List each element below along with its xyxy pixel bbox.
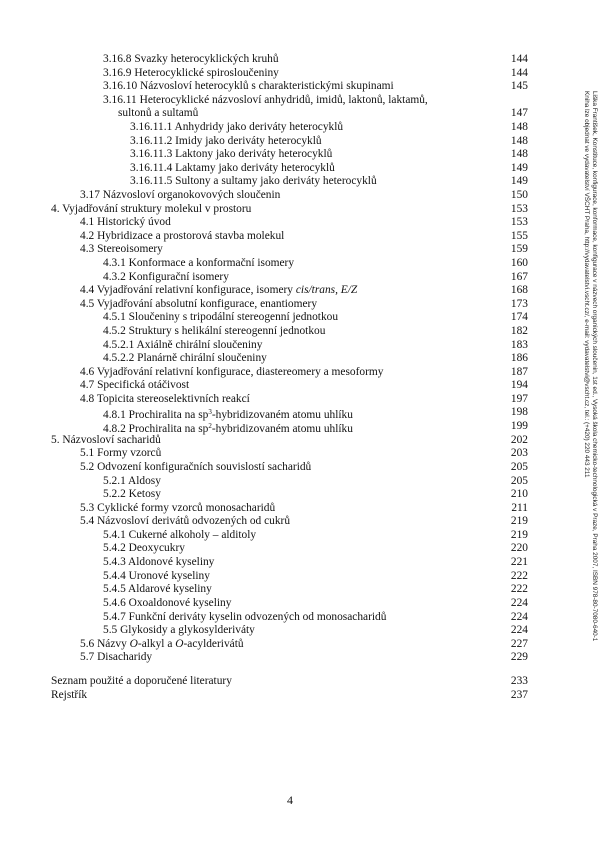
toc-entry — [0, 79, 600, 93]
toc-entry — [0, 674, 600, 688]
toc-entry-page: 167 — [510, 271, 528, 283]
toc-entry — [0, 324, 600, 338]
toc-entry — [0, 474, 600, 488]
toc-entry-title: 4.3.1 Konformace a konformační isomery — [103, 257, 295, 269]
toc-entry-title: 5.7 Disacharidy — [80, 651, 153, 663]
toc-entry-title: 4.6 Vyjadřování relativní konfigurace, diastereomery a mesoformy — [80, 366, 384, 378]
toc-entry-page: 202 — [510, 434, 528, 446]
toc-entry — [0, 419, 600, 433]
toc-entry — [0, 541, 600, 555]
toc-entry-title: 5.4.3 Aldonové kyseliny — [103, 556, 215, 568]
toc-entry-title: 4.3 Stereoisomery — [80, 243, 163, 255]
toc-entry — [0, 378, 600, 392]
toc-entry-title: 3.16.11.3 Laktony jako deriváty heterocyklů — [130, 148, 333, 160]
toc-entry-title: 4.2 Hybridizace a prostorová stavba molekul — [80, 230, 285, 242]
toc-entry — [0, 161, 600, 175]
toc-entry-page: 186 — [510, 352, 528, 364]
toc-entry — [0, 688, 600, 702]
toc-entry-page: 205 — [510, 475, 528, 487]
side-note — [582, 91, 598, 641]
toc-entry — [0, 514, 600, 528]
toc-entry — [0, 460, 600, 474]
toc-entry — [0, 650, 600, 664]
toc-entry-page: 148 — [510, 148, 528, 160]
toc-entry-page: 145 — [510, 80, 528, 92]
toc-entry-title: 4.5 Vyjadřování absolutní konfigurace, enantiomery — [80, 298, 318, 310]
toc-entry — [0, 52, 600, 66]
toc-entry-title: 4. Vyjadřování struktury molekul v prostoru — [51, 203, 252, 215]
toc-entry — [0, 392, 600, 406]
toc-entry-page: 148 — [510, 135, 528, 147]
toc-entry — [0, 405, 600, 419]
toc-entry-title: sultonů a sultamů — [118, 107, 199, 119]
toc-entry-title: 4.8 Topicita stereoselektivních reakcí — [80, 393, 250, 405]
toc-entry-title: 5.4.1 Cukerné alkoholy – alditoly — [103, 529, 257, 541]
toc-entry — [0, 283, 600, 297]
toc-entry-title: 3.16.11.2 Imidy jako deriváty heterocyklů — [130, 135, 322, 147]
toc-entry-title: 5. Názvosloví sacharidů — [51, 434, 161, 446]
toc-entry-title: 3.16.10 Názvosloví heterocyklů s charakteristickými skupinami — [103, 80, 394, 92]
toc-entry-page: 237 — [510, 689, 528, 701]
toc-entry-page: 194 — [510, 379, 528, 391]
toc-entry-page: 220 — [510, 542, 528, 554]
toc-entry-page: 182 — [510, 325, 528, 337]
toc-entry-page: 187 — [510, 366, 528, 378]
toc-entry-page: 174 — [510, 311, 528, 323]
toc-entry — [0, 215, 600, 229]
toc-entry-page: 210 — [510, 488, 528, 500]
toc-entry-page: 224 — [510, 624, 528, 636]
toc-entry-title: 5.4.7 Funkční deriváty kyselin odvozených od monosacharidů — [103, 611, 387, 623]
toc-entry-page: 153 — [510, 216, 528, 228]
toc-entry-page: 168 — [510, 284, 528, 296]
toc-entry — [0, 637, 600, 651]
side-note-line-1: Liška František, Konstituce, konfigurace, konformace, konfigurace v názvech organických sloučenin, 1st ed., Vysoká škola chemicko-technologická v Praze, Praha 2007, ISBN 978-80-7080-640-1 — [591, 91, 598, 642]
toc-entry-title: 4.3.2 Konfigurační isomery — [103, 271, 229, 283]
toc-entry-title: 4.8.2 Prochiralita na $sp^2$-hybridizovaném atomu uhlíku — [103, 422, 353, 435]
toc-entry — [0, 297, 600, 311]
toc-entry-page: 155 — [510, 230, 528, 242]
toc-entry-page: 227 — [510, 638, 528, 650]
toc-entry-page: 219 — [510, 529, 528, 541]
toc-entry-page: 219 — [510, 515, 528, 527]
toc-entry — [0, 256, 600, 270]
toc-entry — [0, 270, 600, 284]
toc-entry-page: 148 — [510, 121, 528, 133]
toc-entry-title: 5.4.2 Deoxycukry — [103, 542, 185, 554]
toc-entry-page: 233 — [510, 675, 528, 687]
toc-entry-page: 173 — [510, 298, 528, 310]
toc-entry-page: 199 — [510, 420, 528, 432]
toc-entry — [0, 174, 600, 188]
toc-entry-title: 4.7 Specifická otáčivost — [80, 379, 190, 391]
toc-entry-page: 144 — [510, 67, 528, 79]
toc-entry-title: Rejstřík — [51, 689, 88, 701]
toc-entry — [0, 596, 600, 610]
toc-entry-title: 3.16.9 Heterocyklické spirosloučeniny — [103, 67, 279, 79]
toc-entry — [0, 242, 600, 256]
toc-entry — [0, 120, 600, 134]
toc-entry-title: 4.5.2.2 Planárně chirální sloučeniny — [103, 352, 267, 364]
side-note-line-2: Kniha lze objednat ve vydavatelství VŠCHT Praha, http://vydavatelstvi.vscht.cz/, e-mail: vydavatelstvi@vscht.cz, tel.: (+420) 220 443 211 — [583, 91, 590, 478]
toc-entry-title: 3.16.11 Heterocyklické názvosloví anhydridů, imidů, laktonů, laktamů, — [103, 94, 428, 106]
toc-entry-title: 4.8.1 Prochiralita na $sp^3$-hybridizovaném atomu uhlíku — [103, 408, 353, 421]
toc-entry-title: 5.2.1 Aldosy — [103, 475, 161, 487]
toc-entry-title: 3.16.8 Svazky heterocyklických kruhů — [103, 53, 279, 65]
toc-entry — [0, 623, 600, 637]
toc-entry — [0, 338, 600, 352]
toc-entry — [0, 93, 600, 107]
toc-entry — [0, 351, 600, 365]
toc-entry — [0, 582, 600, 596]
toc-entry-page: 205 — [510, 461, 528, 473]
toc-entry-page: 222 — [510, 583, 528, 595]
toc-entry-title: 4.5.2.1 Axiálně chirální sloučeniny — [103, 339, 263, 351]
toc-entry — [0, 365, 600, 379]
toc-entry-page: 153 — [510, 203, 528, 215]
toc-entry-title: 4.4 Vyjadřování relativní konfigurace, isomery cis/trans, E/Z — [80, 284, 358, 296]
toc-entry-title: 5.1 Formy vzorců — [80, 447, 162, 459]
toc-entry-title: 5.6 Názvy O-alkyl a O-acylderivátů — [80, 638, 244, 650]
toc-entry — [0, 528, 600, 542]
toc-entry-title: 5.4.6 Oxoaldonové kyseliny — [103, 597, 232, 609]
toc-entry-title: 4.5.1 Sloučeniny s tripodální stereogenní jednotkou — [103, 311, 339, 323]
toc-entry — [0, 106, 600, 120]
toc-entry — [0, 66, 600, 80]
toc-entry — [0, 487, 600, 501]
toc-entry — [0, 147, 600, 161]
toc-entry-title: 4.5.2 Struktury s helikální stereogenní jednotkou — [103, 325, 326, 337]
toc-entry-title: 5.4.4 Uronové kyseliny — [103, 570, 210, 582]
toc-entry-title: 5.5 Glykosidy a glykosylderiváty — [103, 624, 255, 636]
toc-entry-page: 211 — [511, 502, 528, 514]
toc-entry — [0, 229, 600, 243]
toc-entry-page: 150 — [510, 189, 528, 201]
toc-entry-title: 5.4.5 Aldarové kyseliny — [103, 583, 212, 595]
toc-entry-page: 224 — [510, 597, 528, 609]
toc-entry — [0, 555, 600, 569]
toc-entry-page: 147 — [510, 107, 528, 119]
toc-entry — [0, 310, 600, 324]
toc-entry-page: 222 — [510, 570, 528, 582]
toc-entry-page: 221 — [510, 556, 528, 568]
toc-entry-title: 3.16.11.4 Laktamy jako deriváty heterocyklů — [130, 162, 335, 174]
toc-entry — [0, 569, 600, 583]
toc-entry-page: 160 — [510, 257, 528, 269]
toc-entry-page: 229 — [510, 651, 528, 663]
toc-entry-title: 3.16.11.5 Sultony a sultamy jako deriváty heterocyklů — [130, 175, 377, 187]
toc-entry — [0, 610, 600, 624]
toc-entry-title: 5.2.2 Ketosy — [103, 488, 161, 500]
toc-entry-page: 197 — [510, 393, 528, 405]
toc-entry — [0, 433, 600, 447]
page-number: 4 — [287, 793, 293, 807]
toc-entry — [0, 134, 600, 148]
toc-entry-page: 224 — [510, 611, 528, 623]
toc-entry-page: 149 — [510, 162, 528, 174]
toc-entry — [0, 501, 600, 515]
toc-entry-page: 183 — [510, 339, 528, 351]
toc-entry — [0, 188, 600, 202]
toc-entry — [0, 446, 600, 460]
toc-entry-title: 3.16.11.1 Anhydridy jako deriváty heterocyklů — [130, 121, 344, 133]
toc-entry-page: 159 — [510, 243, 528, 255]
toc-entry-page: 198 — [510, 406, 528, 418]
toc-entry-page: 203 — [510, 447, 528, 459]
toc-entry-title: 5.2 Odvození konfiguračních souvislostí sacharidů — [80, 461, 312, 473]
toc-entry — [0, 202, 600, 216]
toc-entry-title: 3.17 Názvosloví organokovových sloučenin — [80, 189, 281, 201]
toc-entry-title: Seznam použité a doporučené literatury — [51, 675, 232, 687]
toc-entry-title: 4.1 Historický úvod — [80, 216, 171, 228]
toc-entry-page: 149 — [510, 175, 528, 187]
toc-entry-page: 144 — [510, 53, 528, 65]
toc-entry-title: 5.4 Názvosloví derivátů odvozených od cukrů — [80, 515, 291, 527]
toc-entry-title: 5.3 Cyklické formy vzorců monosacharidů — [80, 502, 276, 514]
